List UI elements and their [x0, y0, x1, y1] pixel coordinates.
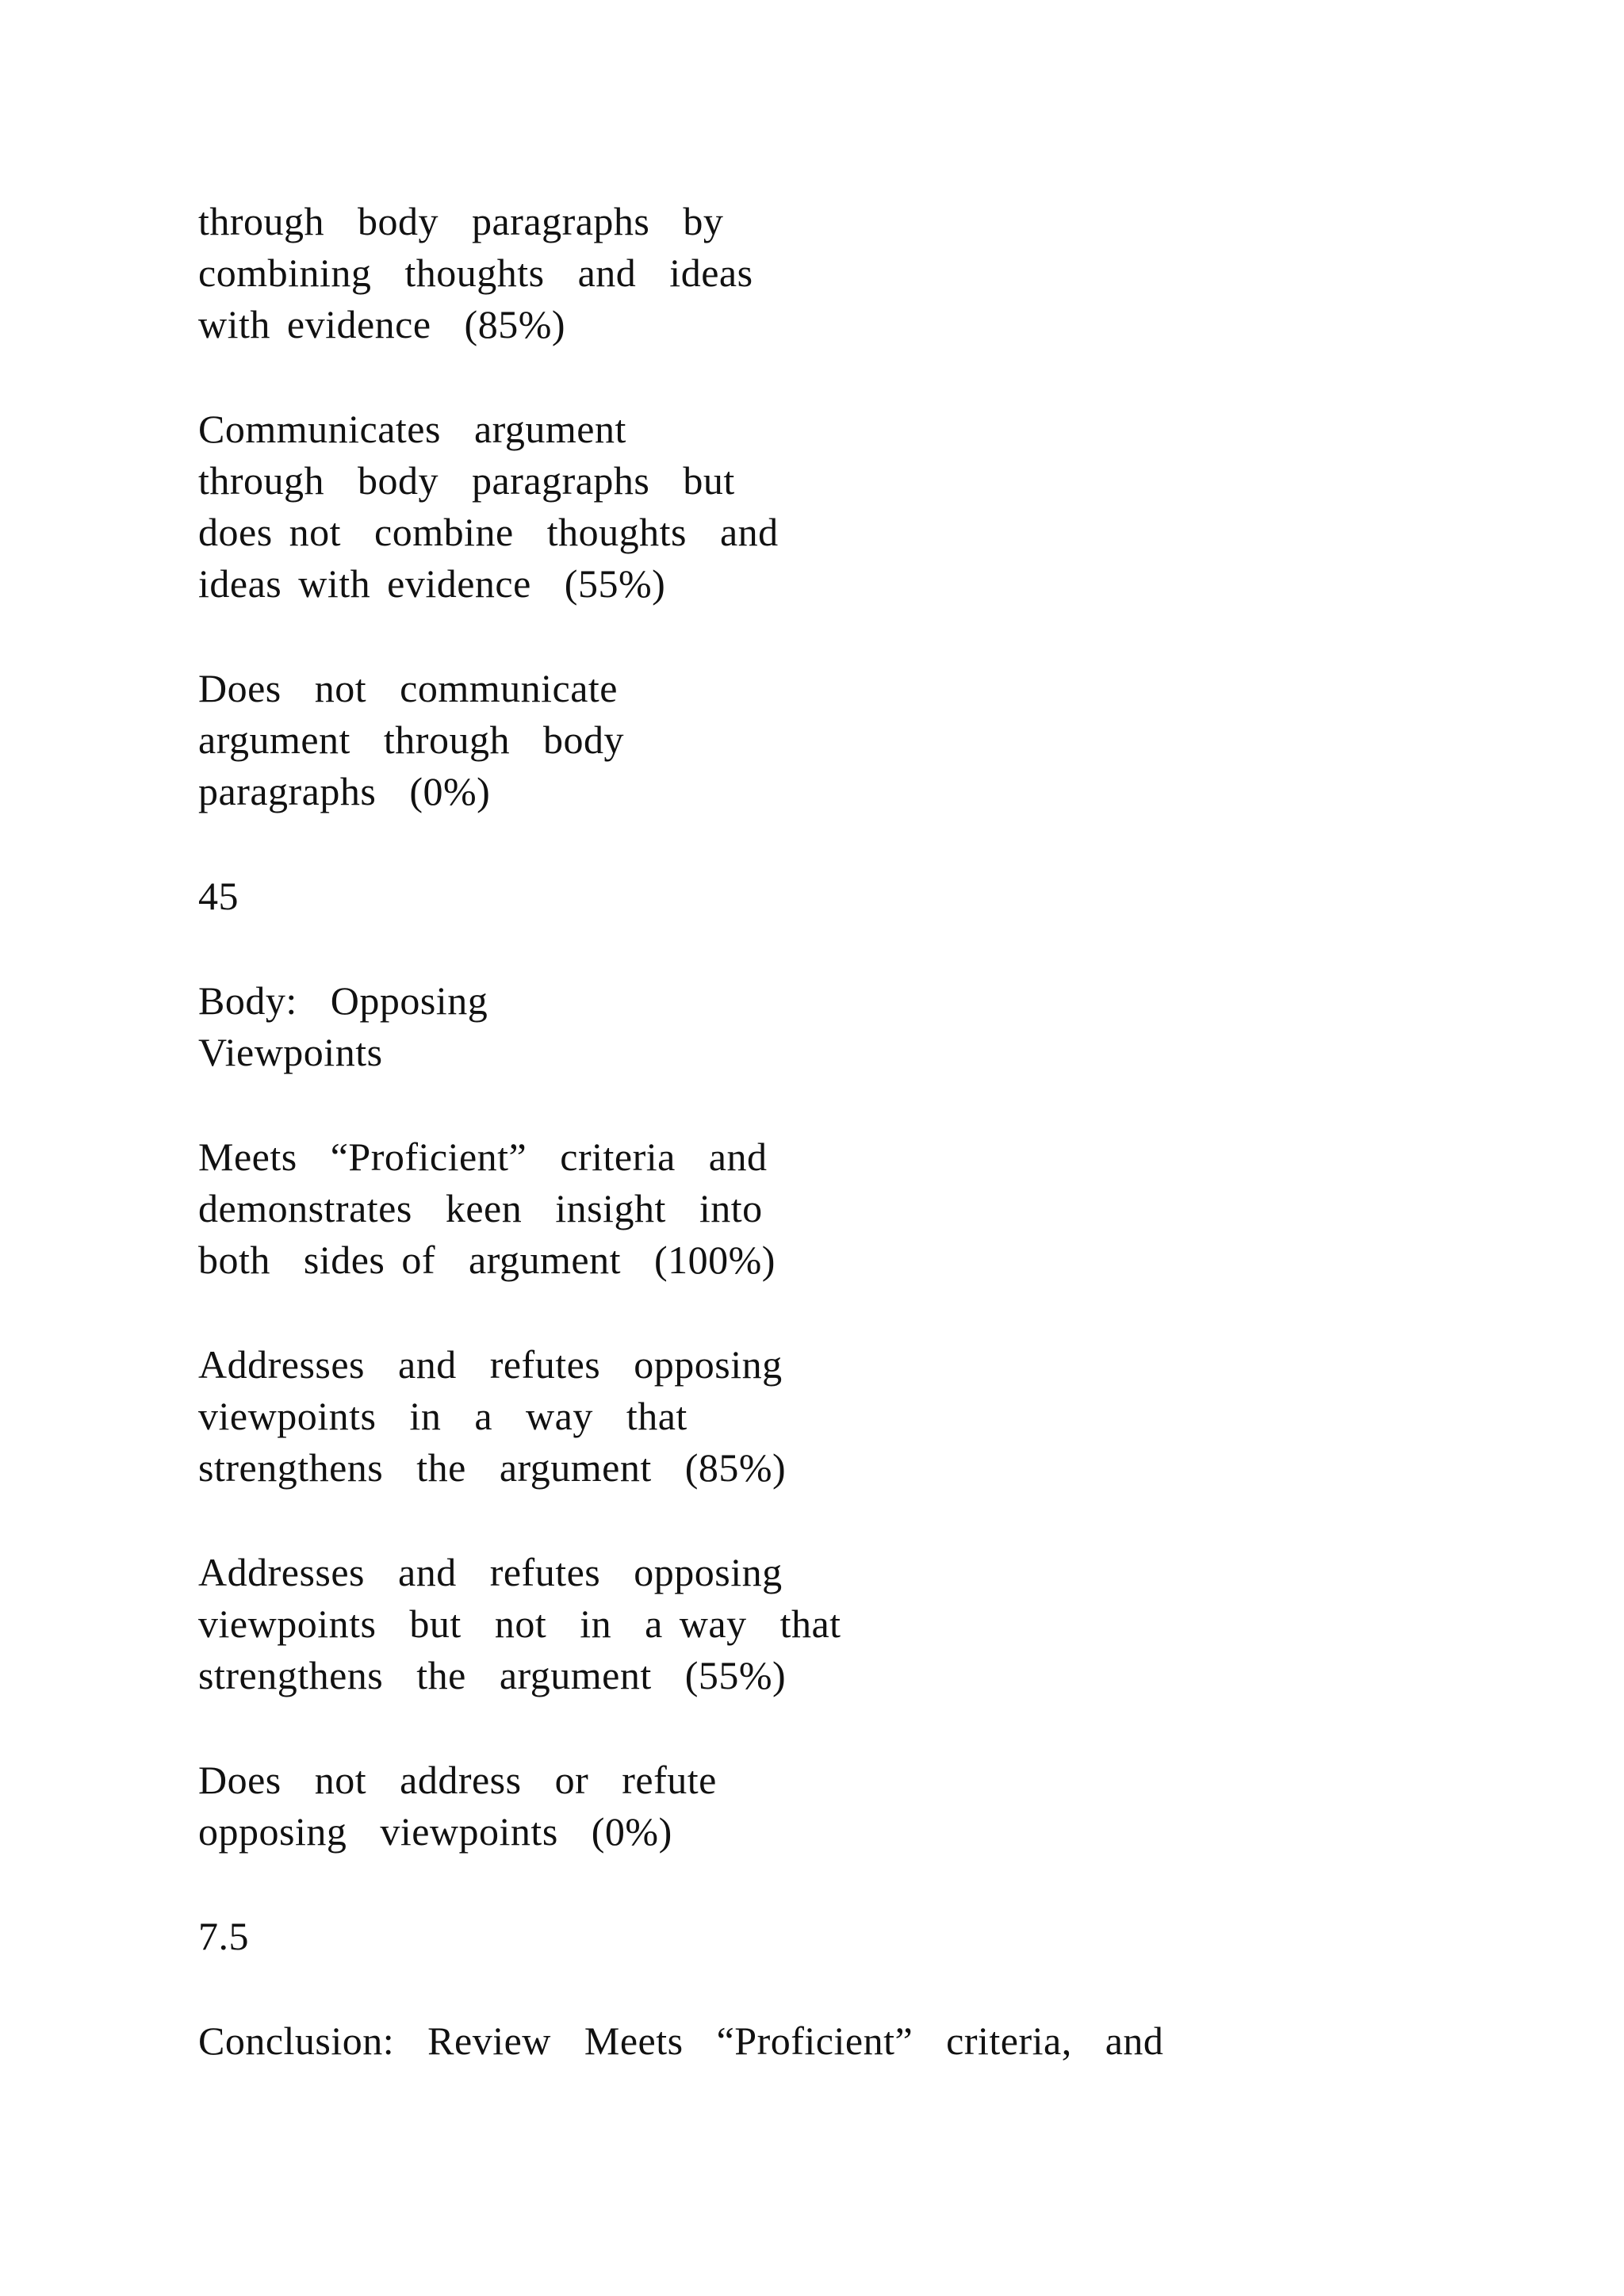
- text-line: Addresses and refutes opposing: [198, 1342, 783, 1387]
- text-line: viewpoints but not in a way that: [198, 1601, 841, 1646]
- text-line: strengthens the argument (85%): [198, 1445, 787, 1490]
- text-line: paragraphs (0%): [198, 769, 491, 813]
- text-line: Does not address or refute: [198, 1758, 717, 1802]
- text-line: through body paragraphs by: [198, 199, 724, 243]
- text-line: with evidence (85%): [198, 302, 566, 346]
- criterion-title: Viewpoints: [198, 1030, 383, 1074]
- text-line: Conclusion: Review Meets “Proficient” criteria, and: [198, 2019, 1164, 2063]
- text-line: both sides of argument (100%): [198, 1238, 776, 1282]
- text-line: argument through body: [198, 718, 624, 762]
- criterion-title: Body: Opposing: [198, 978, 488, 1023]
- text-line: demonstrates keen insight into: [198, 1186, 763, 1230]
- text-line: viewpoints in a way that: [198, 1394, 688, 1438]
- text-line: Addresses and refutes opposing: [198, 1550, 783, 1594]
- points-value: 7.5: [198, 1914, 249, 1958]
- text-line: does not combine thoughts and: [198, 510, 779, 554]
- text-line: combining thoughts and ideas: [198, 251, 753, 295]
- text-line: through body paragraphs but: [198, 458, 735, 503]
- text-line: Communicates argument: [198, 407, 626, 451]
- text-line: Does not communicate: [198, 666, 618, 710]
- text-line: opposing viewpoints (0%): [198, 1809, 672, 1854]
- text-line: ideas with evidence (55%): [198, 561, 666, 606]
- points-value: 45: [198, 874, 239, 918]
- text-line: strengthens the argument (55%): [198, 1653, 787, 1697]
- text-line: Meets “Proficient” criteria and: [198, 1135, 768, 1179]
